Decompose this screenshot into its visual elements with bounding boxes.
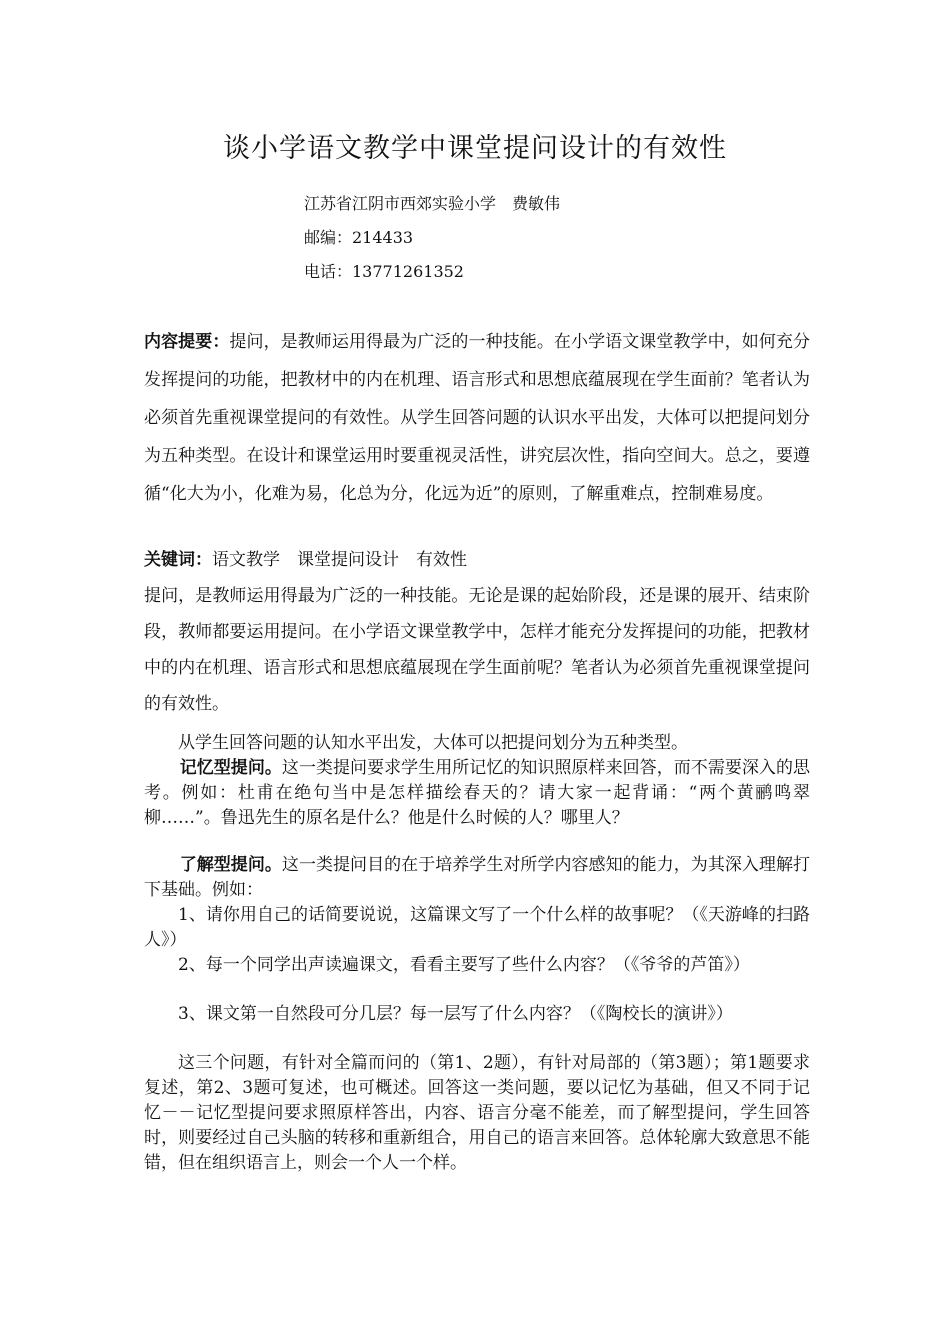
memory-question-paragraph xyxy=(144,756,810,831)
classification-sentence: 从学生回答问题的认知水平出发，大体可以把提问划分为五种类型。 xyxy=(178,733,688,753)
abstract-paragraph xyxy=(144,323,810,513)
analysis-paragraph: 这三个问题，有针对全篇而问的（第1、2题），有针对局部的（第3题）；第1题要求复述，第2、3题可复述，也可概述。回答这一类问题，要以记忆为基础，但又不同于记忆－－记忆型提问要求照原样答出，内容、语言分毫不能差，而了解型提问，学生回答时，则要经过自己头脑的转移和重新组合，用自己的语言来回答。总体轮廓大致意思不能错，但在组织语言上，则会一个人一个样。 xyxy=(144,1053,810,1173)
keywords-line xyxy=(144,545,467,575)
author-line: 江苏省江阴市西郊实验小学 费敏伟 xyxy=(304,194,561,213)
postcode-line: 邮编：214433 xyxy=(304,228,414,247)
document-title: 谈小学语文教学中课堂提问设计的有效性 xyxy=(223,133,727,164)
example-item-1: 1、请你用自己的话简要说说，这篇课文写了一个什么样的故事呢？（《天游峰的扫路人》） xyxy=(144,905,810,950)
memory-question-text: 这一类提问要求学生用所记忆的知识照原样来回答，而不需要深入的思考。例如：杜甫在绝句当中是怎样描绘春天的？请大家一起背诵：“两个黄鹂鸣翠柳……”。鲁迅先生的原名是什么？他是什么时候的人？哪里人？ xyxy=(144,758,810,828)
phone-line: 电话：13771261352 xyxy=(304,262,464,281)
abstract-label: 内容提要： xyxy=(144,332,230,352)
author-info xyxy=(304,187,560,289)
example-item-3: 3、课文第一自然段可分几层？每一层写了什么内容？（《陶校长的演讲》） xyxy=(178,1004,733,1024)
memory-question-label: 记忆型提问。 xyxy=(179,758,282,778)
example-item-2: 2、每一个同学出声读遍课文，看看主要写了些什么内容？（《爷爷的芦笛》） xyxy=(178,955,750,975)
abstract-text: 提问，是教师运用得最为广泛的一种技能。在小学语文课堂教学中，如何充分发挥提问的功能，把教材中的内在机理、语言形式和思想底蕴展现在学生面前？笔者认为必须首先重视课堂提问的有效性。从学生回答问题的认识水平出发，大体可以把提问划分为五种类型。在设计和课堂运用时要重视灵活性，讲究层次性，指向空间大。总之，要遵循“化大为小，化难为易，化总为分，化远为近”的原则，了解重难点，控制难易度。 xyxy=(144,332,811,504)
understanding-question-label: 了解型提问。 xyxy=(179,855,282,875)
understanding-question-text: 这一类提问目的在于培养学生对所学内容感知的能力，为其深入理解打下基础。例如： xyxy=(144,855,810,900)
keywords-text: 语文教学 课堂提问设计 有效性 xyxy=(212,550,467,570)
understanding-question-paragraph xyxy=(144,853,810,903)
keywords-label: 关键词： xyxy=(144,550,212,570)
intro-paragraph: 提问，是教师运用得最为广泛的一种技能。无论是课的起始阶段，还是课的展开、结束阶段，教师都要运用提问。在小学语文课堂教学中，怎样才能充分发挥提问的功能，把教材中的内在机理、语言形式和思想底蕴展现在学生面前呢？笔者认为必须首先重视课堂提问的有效性。 xyxy=(144,586,810,714)
